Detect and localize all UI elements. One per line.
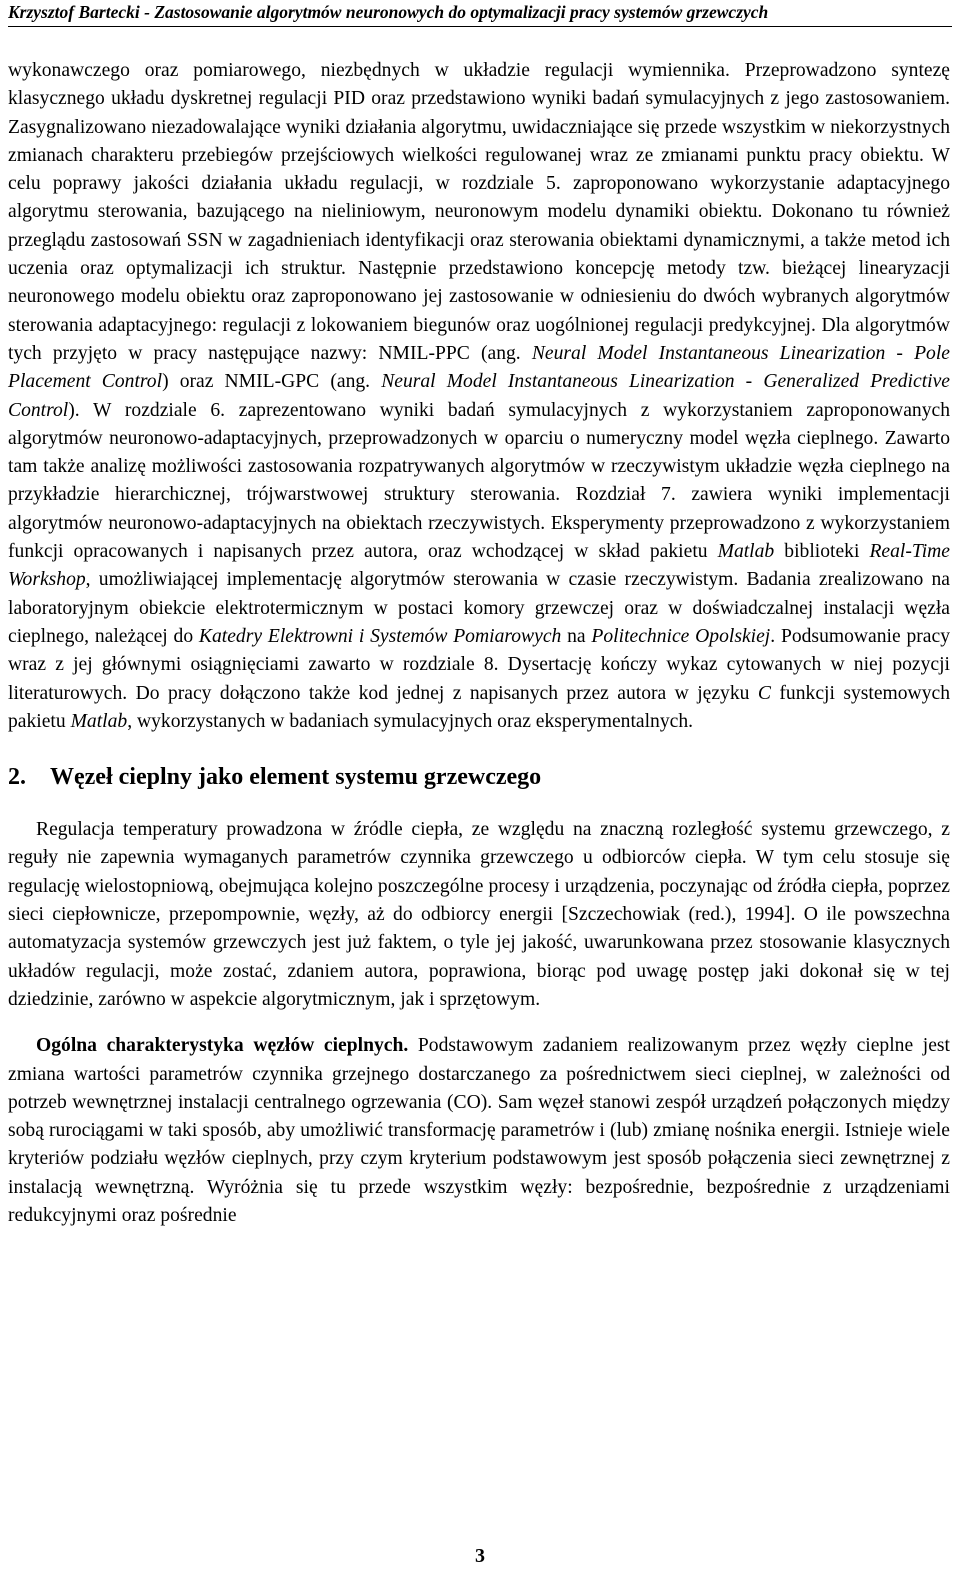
italic-term: Politechnice Opolskiej xyxy=(591,625,771,647)
text-run: biblioteki xyxy=(774,541,870,563)
italic-term: Matlab xyxy=(717,541,775,563)
italic-term: C xyxy=(757,682,771,704)
text-run: ) oraz NMIL-GPC (ang. xyxy=(162,371,382,393)
italic-term: Neural Model Instantaneous Linearization - Generalized Predictive Control xyxy=(8,371,950,421)
italic-term: Neural Model Instantaneous Linearization - Pole Placement Control xyxy=(8,342,950,393)
page-body xyxy=(8,57,950,1230)
paragraph-lead-heading: Ogólna charakterystyka węzłów cieplnych. xyxy=(36,1035,409,1057)
text-run: Regulacja temperatury prowadzona w źródle ciepła, ze względu na znaczną rozległość systemu grzewczego, z reguły nie zapewnia wymaganych parametrów czynnika grzewczego u odbiorców ciepła. W tym celu stosuje się regulację wielostopniową, obejmująca kolejno poszczególne procesy i urządzenia, poczynając od źródła ciepła, poprzez sieci ciepłownicze, przepompownie, węzły, aż do odbiorcy energii [Szczechowiak (red.), 1994]. O ile powszechna automatyzacja systemów grzewczych jest już faktem, o tyle jej jakość, uwarunkowana przez stosowanie klasycznych układów regulacji, może zostać, zdaniem autora, poprawiona, biorąc pod uwagę postęp jaki dokonał się w tej dziedzinie, zarówno w aspekcie algorytmicznym, jak i sprzętowym. xyxy=(8,819,950,1010)
text-run: . Podsumowanie pracy wraz z jej głównymi osiągnięciami zawarto w rozdziale 8. Dysertację kończy wykaz cytowanych w niej pozycji literaturowych. Do pracy dołączono także kod jednej z napisanych przez autora w języku xyxy=(8,625,950,704)
italic-term: Real-Time Workshop xyxy=(8,541,951,591)
paragraph-heat-regulation xyxy=(8,816,950,1014)
section-number: 2. xyxy=(8,764,26,791)
text-run: ). W rozdziale 6. zaprezentowano wyniki badań symulacyjnych z wykorzystaniem zaproponowanych algorytmów neuronowo-adaptacyjnych, przeprowadzonych w oparciu o numeryczny model węzła cieplnego. Zawarto tam także analizę możliwości zastosowania rozpatrywanych algorytmów w rzeczywistym układzie węzła cieplnego na przykładzie hierarchicznej, trójwarstwowej struktury sterowania. Rozdział 7. zawiera wyniki implementacji algorytmów neuronowo-adaptacyjnych na obiektach rzeczywistych. Eksperymenty przeprowadzono z wykorzystaniem funkcji opracowanych i napisanych przez autora, oraz wchodzącej w skład pakietu xyxy=(8,399,950,563)
italic-term: Matlab xyxy=(70,710,128,732)
running-header xyxy=(8,0,952,27)
text-run: , wykorzystanych w badaniach symulacyjnych oraz eksperymentalnych. xyxy=(127,710,694,732)
running-header-text: Krzysztof Bartecki - Zastosowanie algorytmów neuronowych do optymalizacji pracy systemów grzewczych xyxy=(8,2,769,22)
italic-term: Katedry Elektrowni i Systemów Pomiarowych xyxy=(198,625,562,647)
text-run: na xyxy=(561,625,592,647)
section-heading xyxy=(8,762,950,792)
text-run: Podstawowym zadaniem realizowanym przez węzły cieplne jest zmiana wartości parametrów czynnika grzejnego dostarczanego za pośrednictwem sieci cieplnej, w zależności od potrzeb wewnętrznej instalacji centralnego ogrzewania (CO). Sam węzeł stanowi zespół urządzeń połączonych między sobą rurociągami w taki sposób, aby umożliwić transformację parametrów i (lub) zmianę nośnika energii. Istnieje wiele kryteriów podziału węzłów cieplnych, przy czym kryterium podstawowym jest sposób połączenia sieci zewnętrznej z instalacją wewnętrzną. Wyróżnia się tu przede wszystkim węzły: bezpośrednie, bezpośrednie z urządzeniami redukcyjnymi oraz pośrednie xyxy=(8,1035,950,1226)
section-title: Węzeł cieplny jako element systemu grzewczego xyxy=(50,764,542,791)
paragraph-chapter-overview xyxy=(8,57,950,736)
text-run: funkcji systemowych pakietu xyxy=(8,682,950,732)
paragraph-heat-node-characteristics xyxy=(8,1032,950,1230)
text-run: , umożliwiającej implementację algorytmów sterowania w czasie rzeczywistym. Badania zrealizowano na laboratoryjnym obiekcie elektrotermicznym w postaci komory grzewczej oraz w doświadczalnej instalacji węzła cieplnego, należącej do xyxy=(8,569,950,647)
page-number: 3 xyxy=(475,1545,485,1567)
text-run: wykonawczego oraz pomiarowego, niezbędnych w układzie regulacji wymiennika. Przeprowadzono syntezę klasycznego układu dyskretnej regulacji PID oraz przedstawiono wyniki badań symulacyjnych z jego zastosowaniem. Zasygnalizowano niezadowalające wyniki działania algorytmu, uwidaczniające się przede wszystkim w niekorzystnych zmianach charakteru przebiegów przejściowych wielkości regulowanej wraz ze zmianami punktu pracy obiektu. W celu poprawy jakości działania układu regulacji, w rozdziale 5. zaproponowano wykorzystanie adaptacyjnego algorytmu sterowania, bazującego na nieliniowym, neuronowym modelu dynamiki obiektu. Dokonano tu również przeglądu zastosowań SSN w zagadnieniach identyfikacji oraz sterowania obiektami dynamicznymi, a także metod ich uczenia oraz optymalizacji ich struktur. Następnie przedstawiono koncepcję metody tzw. bieżącej linearyzacji neuronowego modelu obiektu oraz zaproponowano jej zastosowanie w odniesieniu do dwóch wybranych algorytmów sterowania adaptacyjnego: regulacji z lokowaniem biegunów oraz uogólnionej regulacji predykcyjnej. Dla algorytmów tych przyjęto w pracy następujące nazwy: NMIL-PPC (ang. xyxy=(8,60,950,364)
